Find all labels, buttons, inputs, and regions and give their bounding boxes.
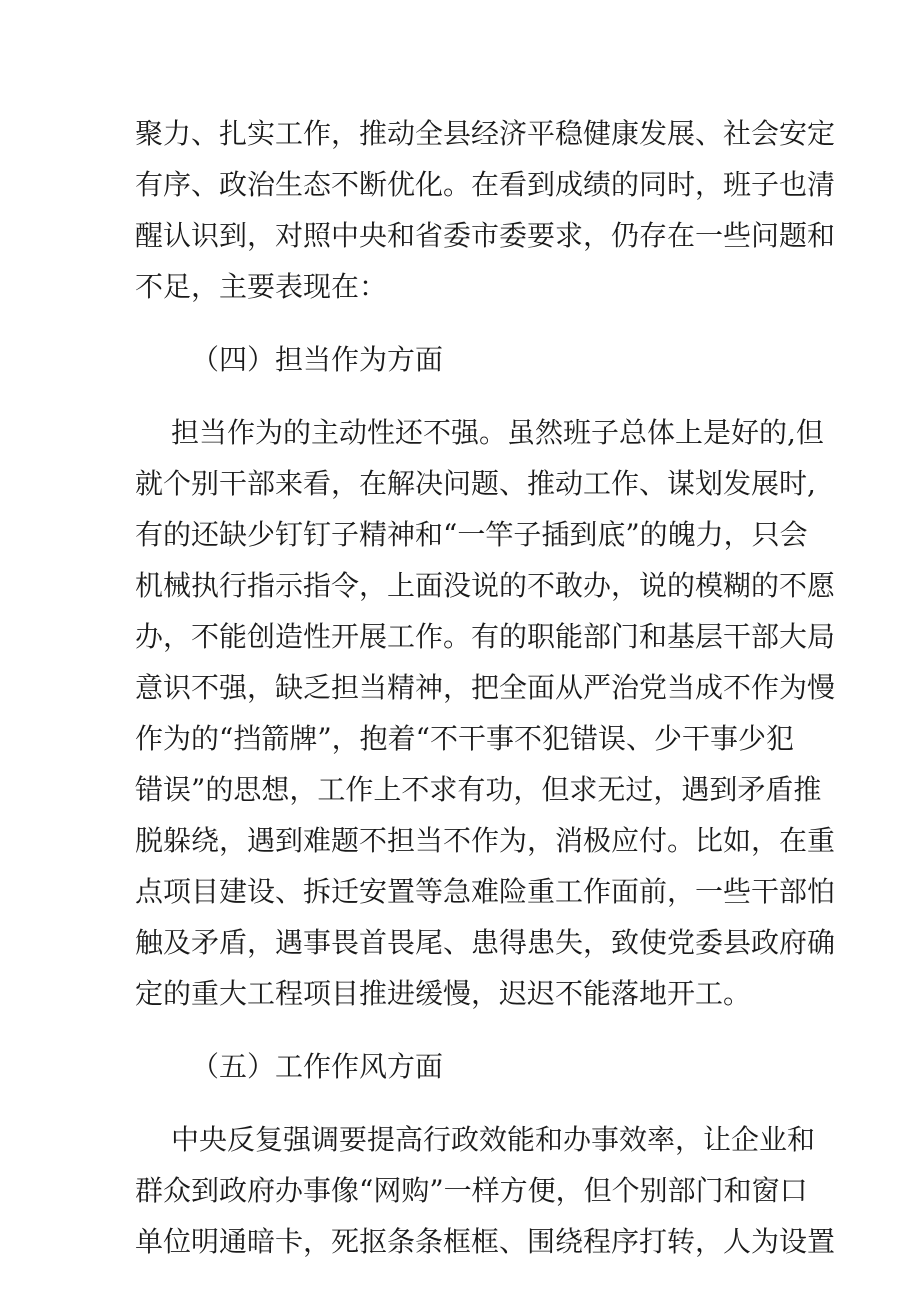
intro-paragraph [135,108,836,312]
text-line: 有序、政治生态不断优化。在看到成绩的同时，班子也清 [135,168,836,201]
section-heading-5: （五）工作作风方面 [191,1050,444,1083]
text-line: 群众到政府办事像“网购”一样方便，但个别部门和窗口 [135,1174,808,1207]
text-line: 定的重大工程项目推进缓慢，迟迟不能落地开工。 [135,977,752,1010]
text-line: 聚力、扎实工作，推动全县经济平稳健康发展、社会安定 [135,117,836,150]
text-line: 触及矛盾，遇事畏首畏尾、患得患失，致使党委县政府确 [135,926,836,959]
text-line: 不足，主要表现在： [135,270,388,303]
text-line: 办，不能创造性开展工作。有的职能部门和基层干部大局 [135,620,836,653]
section-heading-4: （四）担当作为方面 [191,343,444,376]
section-5-paragraph [135,1114,836,1267]
text-line: 担当作为的主动性还不强。虽然班子总体上是好的,但 [171,416,824,449]
text-line: 错误”的思想，工作上不求有功，但求无过，遇到矛盾推 [135,773,822,806]
text-line: 机械执行指示指令，上面没说的不敢办，说的模糊的不愿 [135,569,836,602]
text-line: 作为的“挡箭牌”，抱着“不干事不犯错误、少干事少犯 [135,722,794,755]
text-line: 点项目建设、拆迁安置等急难险重工作面前，一些干部怕 [135,875,836,908]
text-line: 有的还缺少钉钉子精神和“一竿子插到底”的魄力，只会 [135,518,808,551]
section-4-paragraph [135,407,836,1019]
text-line: 脱躲绕，遇到难题不担当不作为，消极应付。比如，在重 [135,824,836,857]
text-line: 单位明通暗卡，死抠条条框框、围绕程序打转，人为设置 [135,1225,836,1258]
text-line: 意识不强，缺乏担当精神，把全面从严治党当成不作为慢 [135,671,836,704]
text-line: 醒认识到，对照中央和省委市委要求，仍存在一些问题和 [135,219,836,252]
document-page [135,108,836,1267]
text-line: 就个别干部来看，在解决问题、推动工作、谋划发展时, [135,467,816,500]
text-line: 中央反复强调要提高行政效能和办事效率，让企业和 [171,1123,816,1156]
